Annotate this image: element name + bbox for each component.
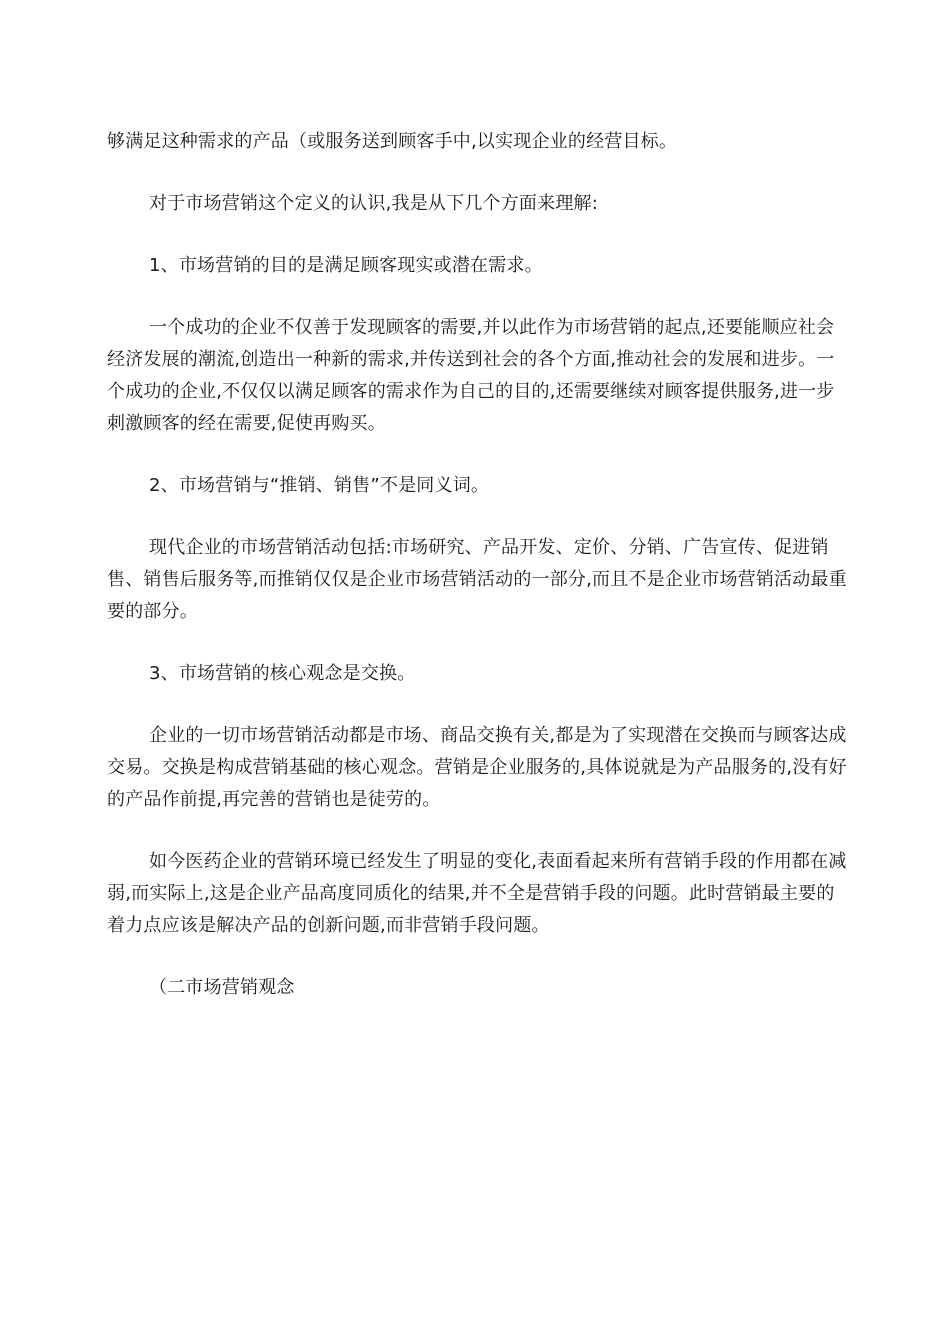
section-point-1-body: 一个成功的企业不仅善于发现顾客的需要,并以此作为市场营销的起点,还要能顺应社会经济发展的潮流,创造出一种新的需求,并传送到社会的各个方面,推动社会的发展和进步。一个成功的企业,不仅仅以满足顾客的需求作为自己的目的,还需要继续对顾客提供服务,进一步刺激顾客的经在需要,促使再购买。 — [107, 317, 835, 434]
paragraph-intro: 对于市场营销这个定义的认识,我是从下几个方面来理解: — [149, 193, 598, 214]
document-body — [107, 126, 847, 1004]
section-point-3-heading: 3、市场营销的核心观念是交换。 — [149, 663, 416, 684]
paragraph-pharma-marketing: 如今医药企业的营销环境已经发生了明显的变化,表面看起来所有营销手段的作用都在减弱,而实际上,这是企业产品高度同质化的结果,并不全是营销手段的问题。此时营销最主要的着力点应该是解决产品的创新问题,而非营销手段问题。 — [107, 851, 847, 936]
section-point-2-body: 现代企业的市场营销活动包括:市场研究、产品开发、定价、分销、广告宣传、促进销售、销售后服务等,而推销仅仅是企业市场营销活动的一部分,而且不是企业市场营销活动最重要的部分。 — [107, 537, 847, 622]
paragraph-continuation: 够满足这种需求的产品（或服务送到顾客手中,以实现企业的经营目标。 — [107, 131, 678, 152]
section-point-1-heading: 1、市场营销的目的是满足顾客现实或潜在需求。 — [149, 255, 543, 276]
section-point-3-body: 企业的一切市场营销活动都是市场、商品交换有关,都是为了实现潜在交换而与顾客达成交易。交换是构成营销基础的核心观念。营销是企业服务的,具体说就是为产品服务的,没有好的产品作前提,再完善的营销也是徒劳的。 — [107, 725, 847, 810]
section-point-2-heading: 2、市场营销与“推销、销售”不是同义词。 — [149, 475, 490, 496]
section-heading-marketing-concept: （二市场营销观念 — [149, 977, 295, 998]
